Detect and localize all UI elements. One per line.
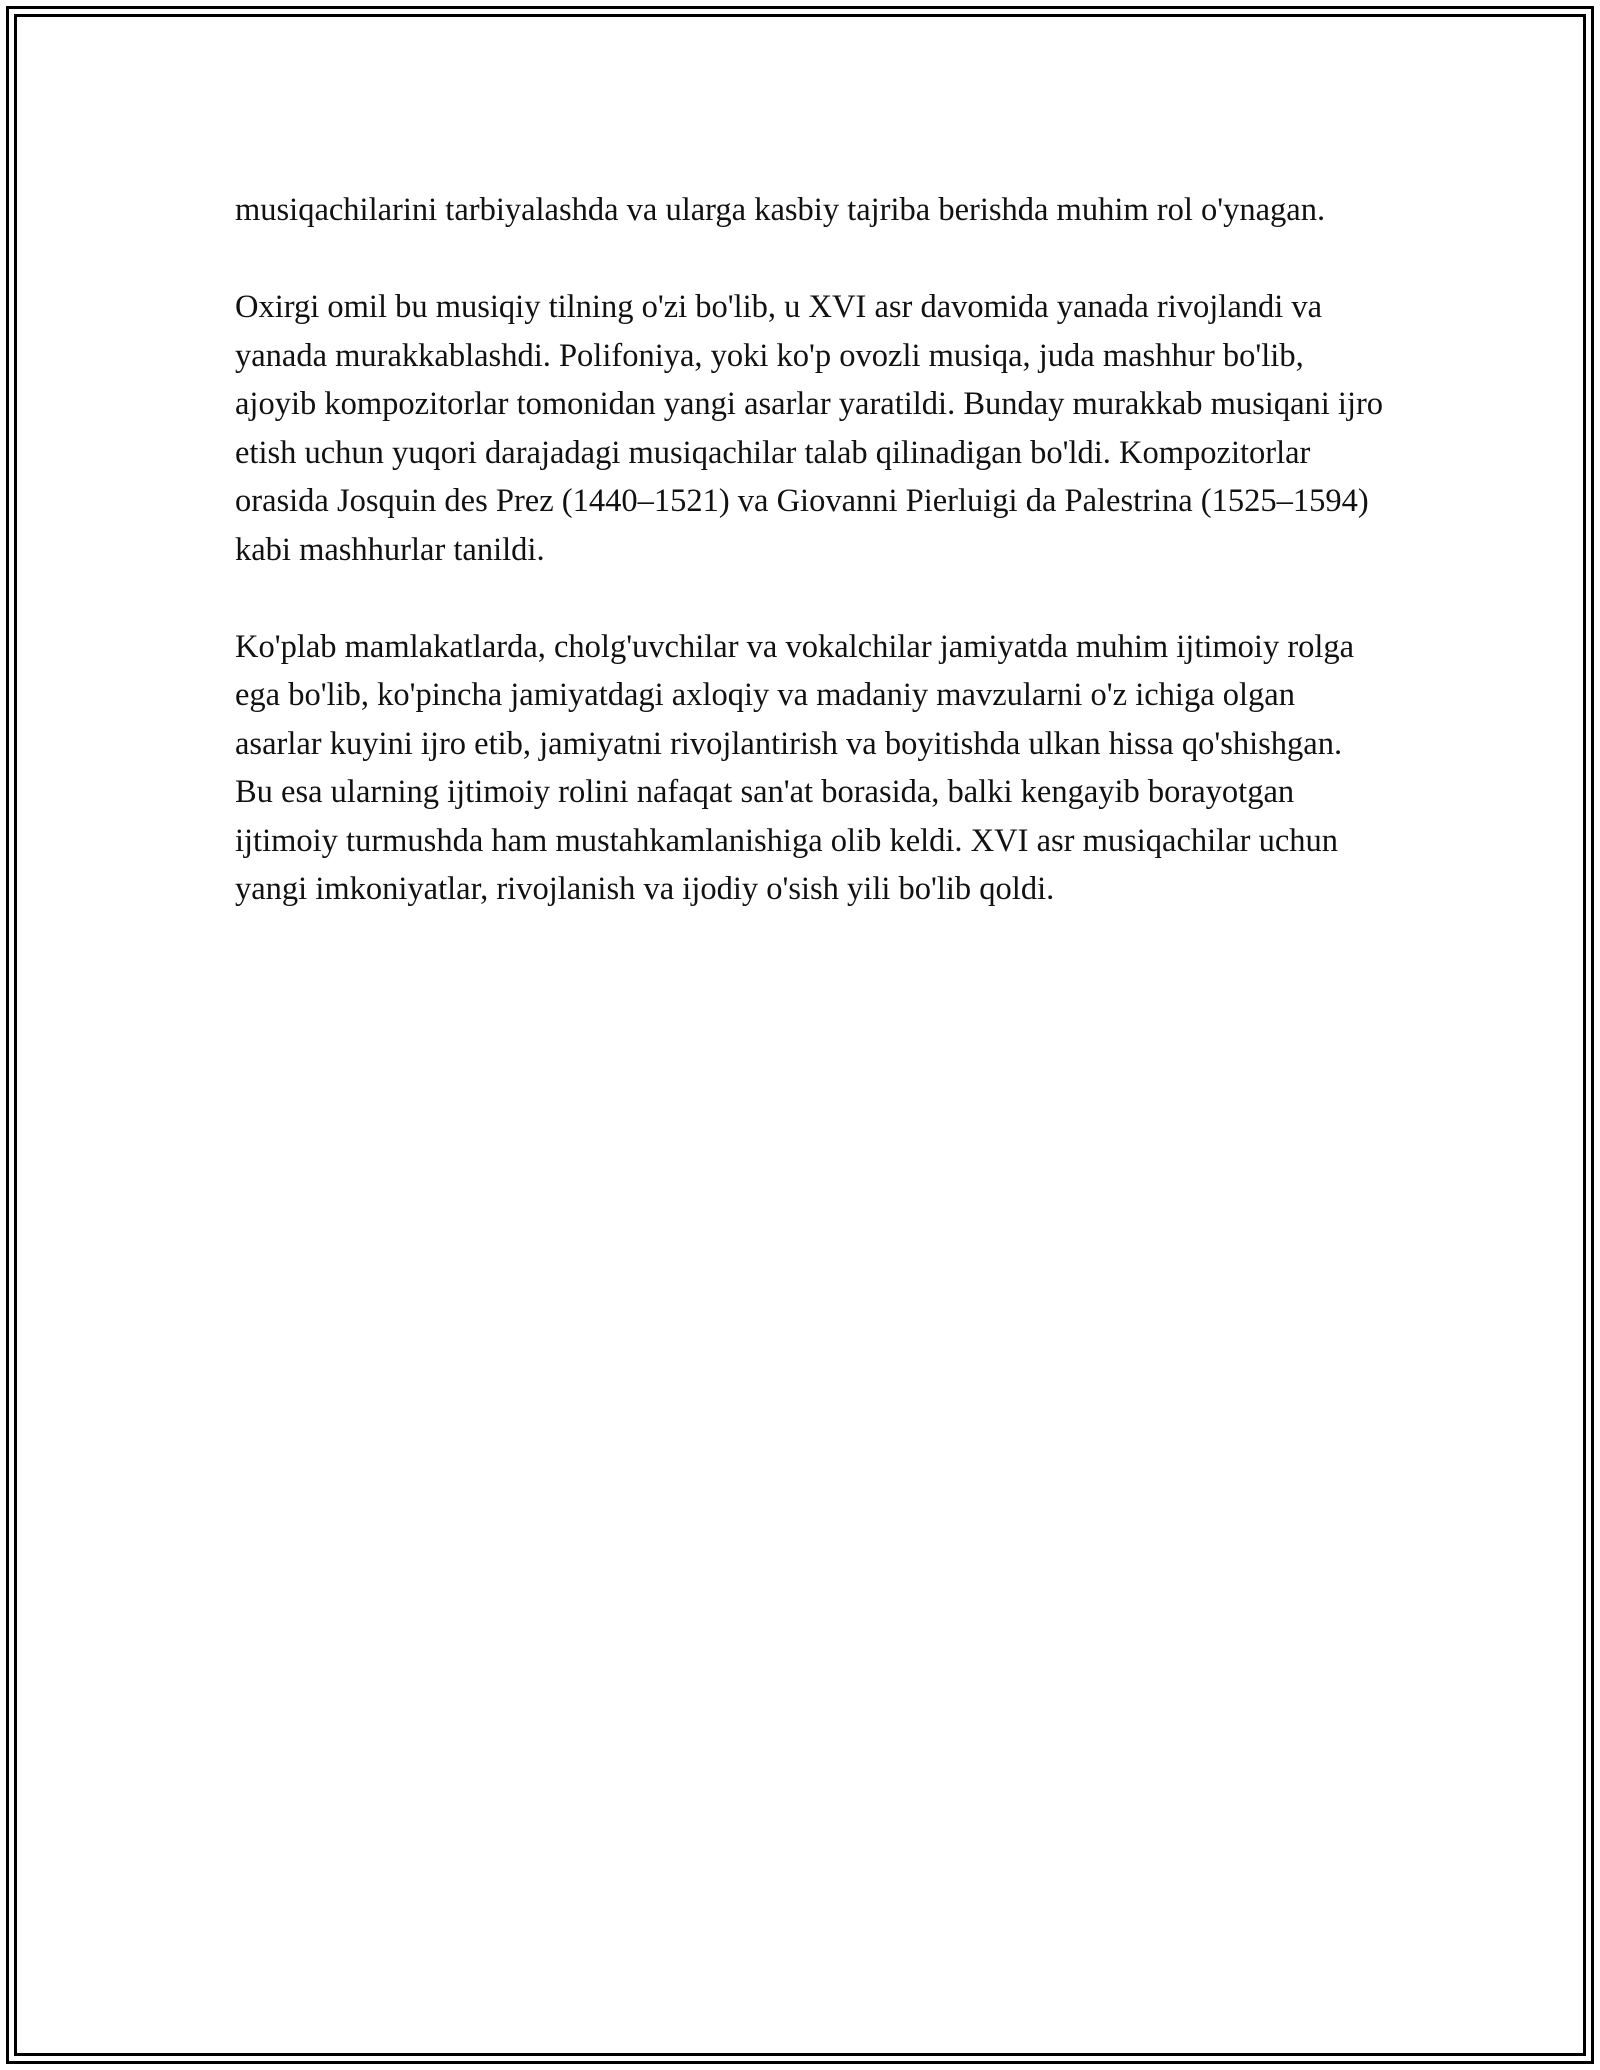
paragraph-3: Ko'plab mamlakatlarda, cholg'uvchilar va vokalchilar jamiyatda muhim ijtimoiy rolga ega bo'lib, ko'pincha jamiyatdagi axloqiy va madaniy mavzularni o'z ichiga olgan asarlar kuyini ijro etib, jamiyatni rivojlantirish va boyitishda ulkan hissa qo'shishgan. Bu esa ularning ijtimoiy rolini nafaqat san'at borasida, balki kengayib borayotgan ijtimoiy turmushda ham mustahkamlanishiga olib keldi. XVI asr musiqachilar uchun yangi imkoniyatlar, rivojlanish va ijodiy o'sish yili bo'lib qoldi. <box>235 628 1355 907</box>
paragraph-1: musiqachilarini tarbiyalashda va ularga kasbiy tajriba berishda muhim rol o'ynagan. <box>235 192 1326 228</box>
paragraph-2: Oxirgi omil bu musiqiy tilning o'zi bo'lib, u XVI asr davomida yanada rivojlandi va yanada murakkablashdi. Polifoniya, yoki ko'p ovozli musiqa, juda mashhur bo'lib, ajoyib kompozitorlar tomonidan yangi asarlar yaratildi. Bunday murakkab musiqani ijro etish uchun yuqori darajadagi musiqachilar talab qilinadigan bo'ldi. Kompozitorlar orasida Josquin des Prez (1440–1521) va Giovanni Pierluigi da Palestrina (1525–1594) kabi mashhurlar tanildi. <box>235 289 1384 568</box>
document-body <box>235 186 1385 914</box>
